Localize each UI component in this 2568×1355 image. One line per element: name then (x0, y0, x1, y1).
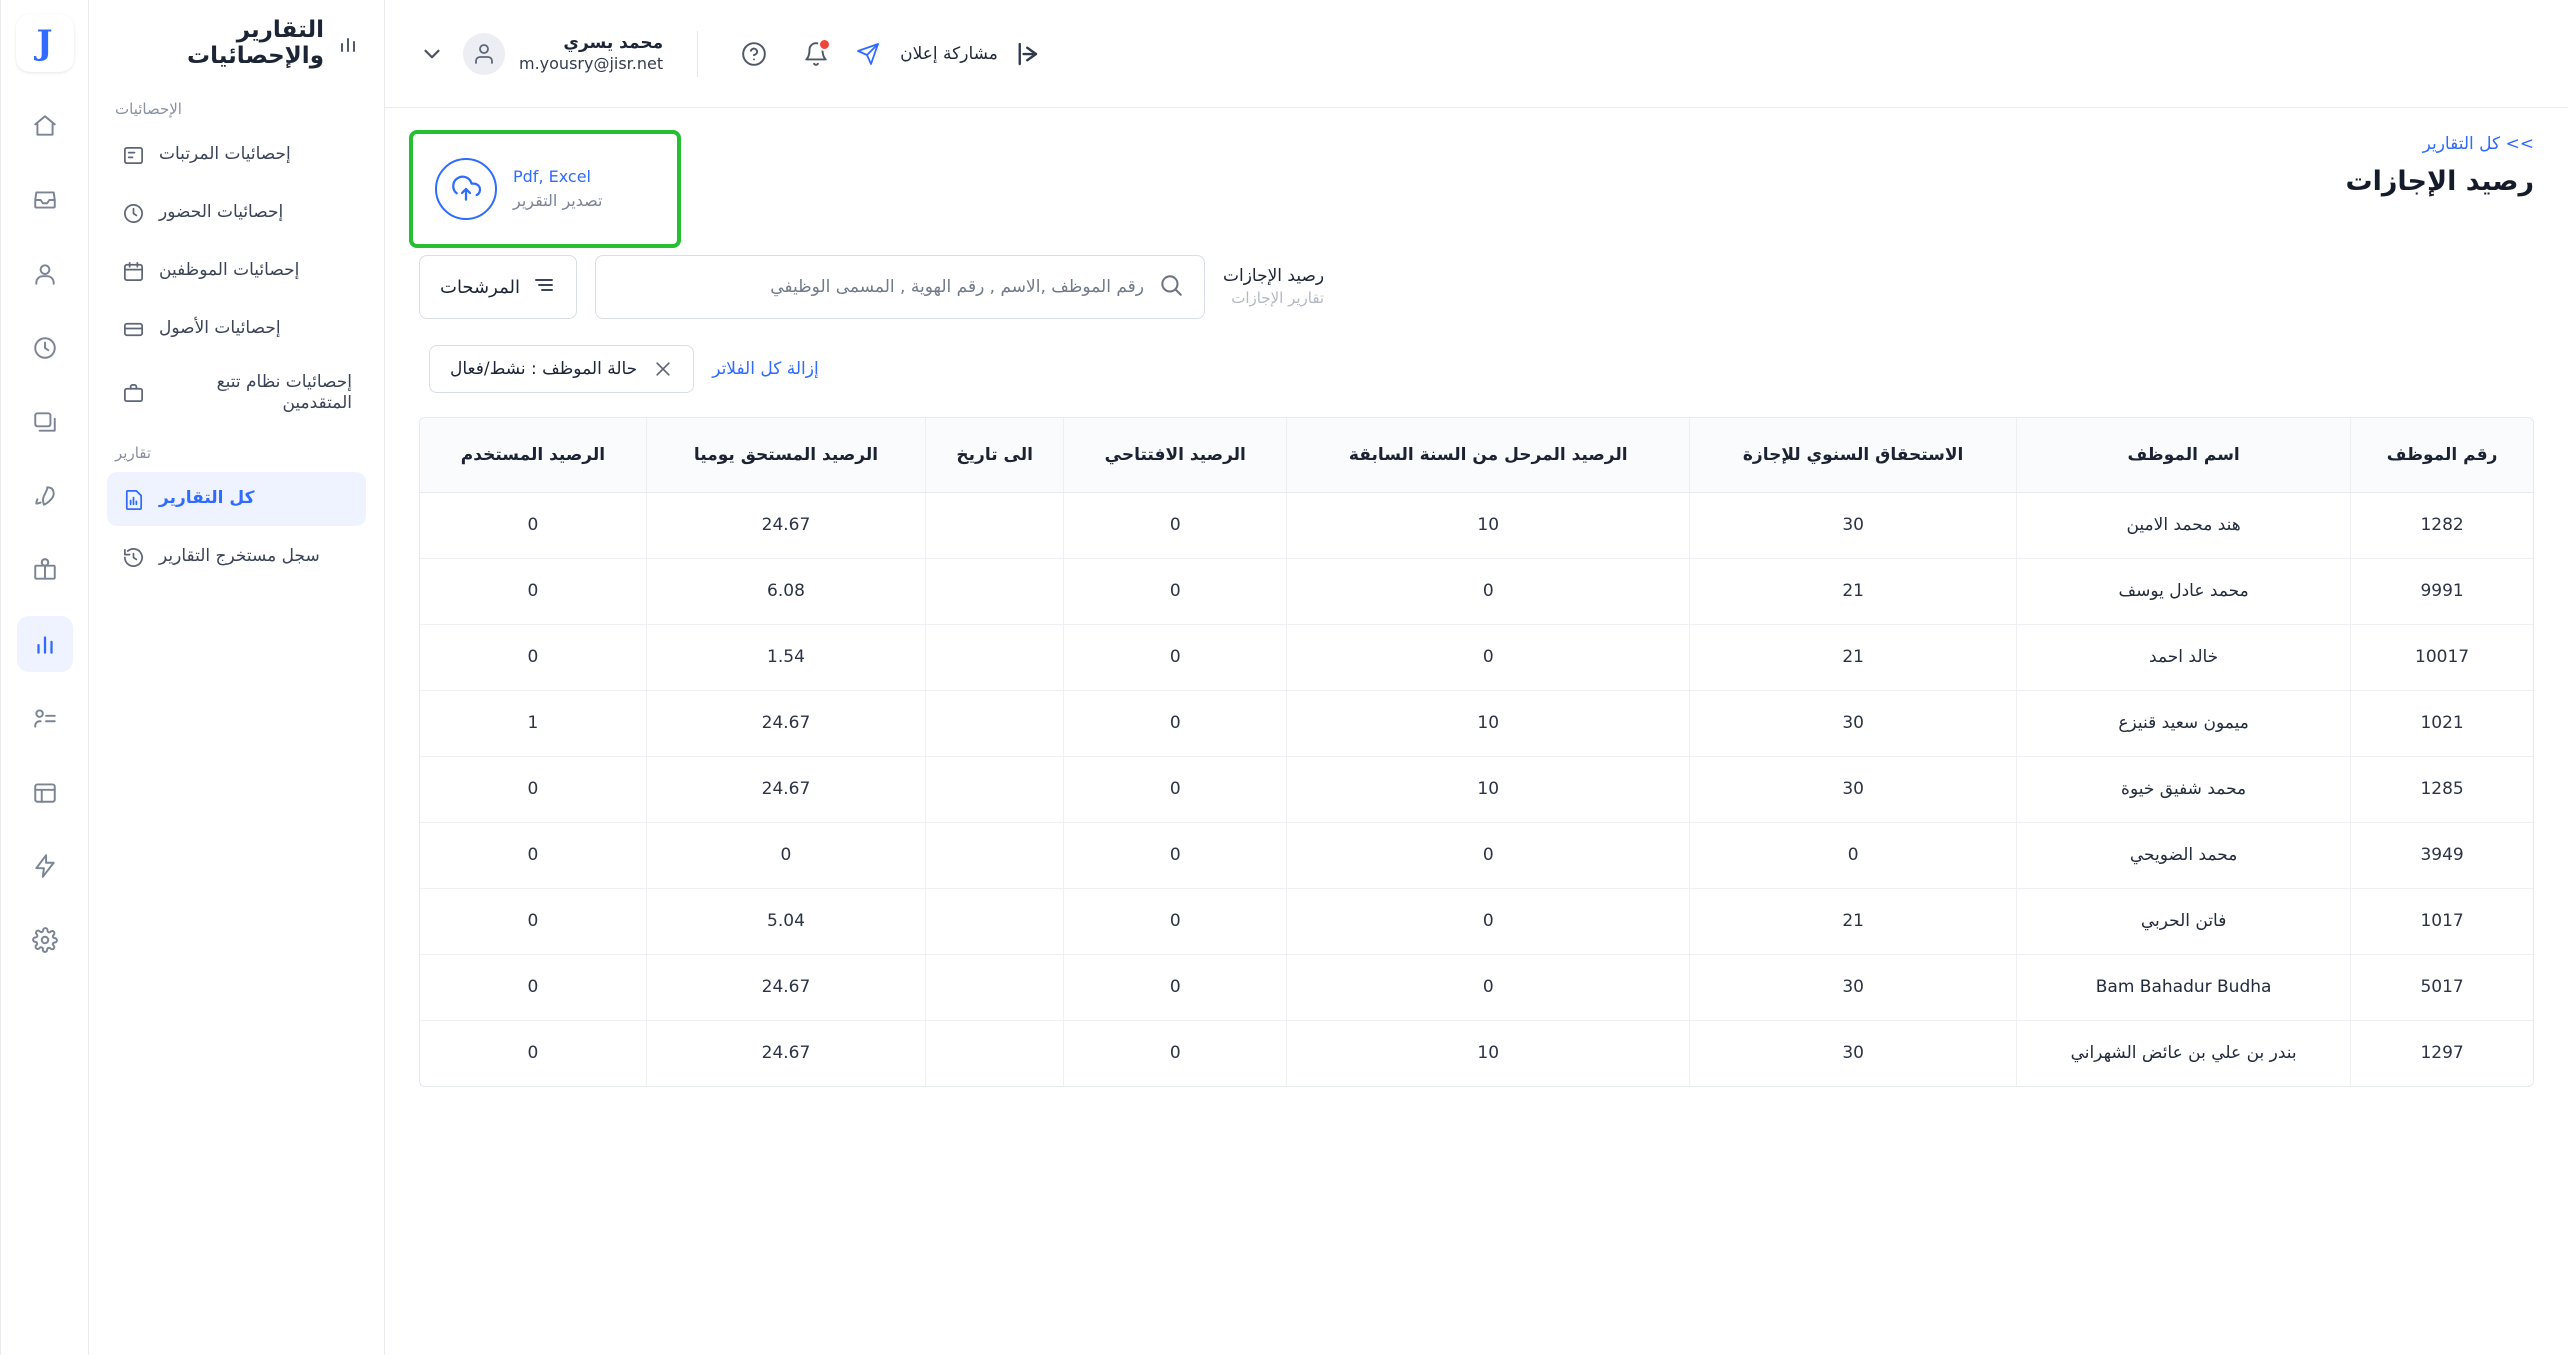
cell-annual-entitlement: 30 (1690, 690, 2017, 756)
cell-annual-entitlement: 30 (1690, 492, 2017, 558)
leave-balance-table (419, 417, 2534, 1087)
col-used-balance: الرصيد المستخدم (420, 418, 646, 492)
cell-daily-accrued: 5.04 (646, 888, 925, 954)
history-icon (121, 546, 145, 569)
col-opening-balance: الرصيد الافتتاحي (1064, 418, 1287, 492)
rail-payroll-icon[interactable] (17, 394, 73, 450)
share-announcement-button[interactable] (856, 42, 998, 66)
filter-chip-employee-status[interactable] (429, 345, 694, 393)
cell-employee-name: محمد شفيق خيوة (2017, 756, 2351, 822)
sidebar-item-all-reports[interactable] (107, 472, 366, 526)
col-annual-entitlement: الاستحقاق السنوي للإجازة (1690, 418, 2017, 492)
cell-employee-name: ميمون سعيد قنيزع (2017, 690, 2351, 756)
cell-used-balance: 0 (420, 822, 646, 888)
cell-used-balance: 1 (420, 690, 646, 756)
cell-used-balance: 0 (420, 624, 646, 690)
reports-icon (121, 488, 145, 511)
cell-carried-balance: 0 (1287, 558, 1690, 624)
bar-chart-icon (336, 31, 360, 55)
table-row[interactable] (420, 558, 2533, 624)
calendar-icon (121, 260, 145, 283)
cell-employee-number: 1285 (2351, 756, 2533, 822)
search-icon (1158, 272, 1184, 302)
sidebar-item-label: كل التقارير (159, 488, 255, 509)
table-row[interactable] (420, 1020, 2533, 1086)
active-filters-row (419, 345, 2534, 393)
sidebar-item-ats-stats[interactable] (107, 360, 366, 426)
cell-daily-accrued: 1.54 (646, 624, 925, 690)
rail-clock-icon[interactable] (17, 320, 73, 376)
export-report-card[interactable] (409, 130, 681, 248)
main-area (384, 0, 2568, 1355)
cell-employee-number: 9991 (2351, 558, 2533, 624)
cell-daily-accrued: 0 (646, 822, 925, 888)
filter-chip-label: حالة الموظف : نشط/فعال (450, 359, 638, 379)
sidebar-item-label: إحصائيات الأصول (159, 318, 281, 339)
table-row[interactable] (420, 492, 2533, 558)
table-body (420, 492, 2533, 1086)
app-logo[interactable] (16, 14, 74, 72)
salary-stats-icon (121, 144, 145, 167)
cell-opening-balance: 0 (1064, 1020, 1287, 1086)
app-icon-rail (0, 0, 88, 1355)
filters-button[interactable] (419, 255, 577, 319)
app-logo-letter: J (36, 23, 53, 63)
search-box[interactable] (595, 255, 1205, 319)
cell-employee-number: 1297 (2351, 1020, 2533, 1086)
export-card-texts (513, 165, 602, 213)
cell-employee-name: محمد الضويحي (2017, 822, 2351, 888)
briefcase-icon (121, 382, 145, 405)
upload-cloud-icon (435, 158, 497, 220)
table-row[interactable] (420, 624, 2533, 690)
sidebar-title: التقارير والإحصائيات (187, 17, 324, 69)
report-label (1223, 265, 1324, 310)
col-employee-number: رقم الموظف (2351, 418, 2533, 492)
sidebar-item-label: إحصائيات الموظفين (159, 260, 300, 281)
cell-employee-number: 3949 (2351, 822, 2533, 888)
cell-to-date (926, 690, 1064, 756)
cell-daily-accrued: 24.67 (646, 954, 925, 1020)
user-menu-chevron[interactable] (419, 41, 445, 67)
rail-gear-icon[interactable] (17, 912, 73, 968)
assets-icon (121, 318, 145, 341)
cell-employee-name: محمد عادل يوسف (2017, 558, 2351, 624)
sidebar-item-label: سجل مستخرج التقارير (159, 546, 320, 567)
cell-to-date (926, 492, 1064, 558)
sidebar-group-reports-label: تقارير (115, 444, 152, 462)
cell-to-date (926, 756, 1064, 822)
cell-daily-accrued: 24.67 (646, 690, 925, 756)
table-row[interactable] (420, 756, 2533, 822)
cell-to-date (926, 624, 1064, 690)
table-row[interactable] (420, 822, 2533, 888)
help-icon[interactable] (732, 32, 776, 76)
cell-carried-balance: 0 (1287, 624, 1690, 690)
cell-to-date (926, 822, 1064, 888)
cell-to-date (926, 954, 1064, 1020)
cell-annual-entitlement: 30 (1690, 756, 2017, 822)
cell-used-balance: 0 (420, 954, 646, 1020)
rail-org-chart-icon[interactable] (17, 690, 73, 746)
breadcrumb[interactable]: >> كل التقارير (2422, 134, 2534, 154)
cell-carried-balance: 10 (1287, 690, 1690, 756)
page-title: رصيد الإجازات (2345, 166, 2534, 197)
sidebar-item-employee-stats[interactable] (107, 244, 366, 298)
cell-used-balance: 0 (420, 888, 646, 954)
notification-badge (818, 38, 831, 51)
user-email: m.yousry@jisr.net (519, 54, 664, 74)
close-icon[interactable] (653, 359, 673, 379)
cell-employee-name: بندر بن علي بن عائض الشهراني (2017, 1020, 2351, 1086)
clock-icon (121, 202, 145, 225)
cell-employee-number: 10017 (2351, 624, 2533, 690)
export-formats: Pdf, Excel (513, 167, 591, 186)
cell-daily-accrued: 24.67 (646, 756, 925, 822)
filters-button-label: المرشحات (440, 276, 520, 298)
cell-carried-balance: 0 (1287, 954, 1690, 1020)
cell-employee-name: فاتن الحربي (2017, 888, 2351, 954)
cell-opening-balance: 0 (1064, 756, 1287, 822)
rail-inbox-icon[interactable] (17, 172, 73, 228)
report-label-main: رصيد الإجازات (1222, 265, 1325, 286)
col-employee-name: اسم الموظف (2017, 418, 2351, 492)
cell-employee-name: خالد احمد (2017, 624, 2351, 690)
cell-opening-balance: 0 (1064, 558, 1287, 624)
cell-opening-balance: 0 (1064, 954, 1287, 1020)
cell-employee-number: 1021 (2351, 690, 2533, 756)
cell-opening-balance: 0 (1064, 888, 1287, 954)
content-area (385, 108, 2568, 1355)
cell-to-date (926, 888, 1064, 954)
cell-opening-balance: 0 (1064, 690, 1287, 756)
sidebar-item-label: إحصائيات نظام تتبع المتقدمين (216, 371, 352, 413)
cell-carried-balance: 0 (1287, 888, 1690, 954)
col-carried-balance: الرصيد المرحل من السنة السابقة (1287, 418, 1690, 492)
table-header-row (420, 418, 2533, 492)
table-row[interactable] (420, 954, 2533, 1020)
share-label-text: مشاركة إعلان (900, 43, 998, 64)
cell-annual-entitlement: 21 (1690, 888, 2017, 954)
rail-gift-icon[interactable] (17, 542, 73, 598)
col-to-date: الى تاريخ (926, 418, 1064, 492)
cell-daily-accrued: 24.67 (646, 1020, 925, 1086)
cell-employee-number: 1282 (2351, 492, 2533, 558)
cell-opening-balance: 0 (1064, 822, 1287, 888)
cell-employee-name: Bam Bahadur Budha (2017, 954, 2351, 1020)
rail-home-icon[interactable] (17, 98, 73, 154)
sidebar-item-label: إحصائيات المرتبات (159, 144, 291, 165)
sidebar-item-report-export-log[interactable] (107, 530, 366, 584)
col-daily-accrued: الرصيد المستحق يوميا (646, 418, 925, 492)
sidebar-item-salary-stats[interactable] (107, 128, 366, 182)
rail-calendar-grid-icon[interactable] (17, 764, 73, 820)
rail-person-icon[interactable] (17, 246, 73, 302)
rail-rocket-icon[interactable] (17, 468, 73, 524)
cell-used-balance: 0 (420, 492, 646, 558)
sidebar-item-assets-stats[interactable] (107, 302, 366, 356)
filter-icon (532, 273, 556, 302)
top-bar (385, 0, 2568, 108)
avatar (463, 33, 505, 75)
cell-used-balance: 0 (527, 1043, 539, 1064)
table-row[interactable] (420, 690, 2533, 756)
cell-annual-entitlement: 30 (1690, 954, 2017, 1020)
user-block[interactable] (463, 33, 663, 75)
cell-used-balance: 0 (420, 756, 646, 822)
cell-opening-balance: 0 (1064, 492, 1287, 558)
sidebar-header (107, 0, 366, 86)
cell-employee-number: 1017 (2351, 888, 2533, 954)
sidebar-item-label: إحصائيات الحضور (159, 202, 284, 223)
collapse-panel-icon[interactable] (1016, 39, 1046, 69)
user-name: محمد يسري (563, 32, 664, 53)
cell-carried-balance: 10 (1287, 1020, 1690, 1086)
cell-daily-accrued: 24.67 (646, 492, 925, 558)
search-input[interactable] (616, 277, 1144, 297)
rail-bolt-icon[interactable] (17, 838, 73, 894)
cell-annual-entitlement: 21 (1690, 558, 2017, 624)
cell-carried-balance: 0 (1287, 822, 1690, 888)
reports-sidebar (88, 0, 384, 1355)
export-title: تصدير التقرير (513, 191, 603, 210)
divider (697, 31, 698, 77)
rail-chart-icon[interactable] (17, 616, 73, 672)
table-row[interactable] (420, 888, 2533, 954)
cell-annual-entitlement: 0 (1690, 822, 2017, 888)
clear-all-filters-link[interactable]: إزالة كل الفلاتر (712, 359, 819, 379)
cell-carried-balance: 10 (1287, 492, 1690, 558)
sidebar-group-statistics-label: الإحصائيات (115, 100, 182, 118)
sidebar-item-attendance-stats[interactable] (107, 186, 366, 240)
cell-to-date (926, 1020, 1064, 1086)
notifications-bell-icon[interactable] (794, 32, 838, 76)
report-label-sub: تقارير الإجازات (1231, 289, 1325, 308)
cell-annual-entitlement: 21 (1690, 624, 2017, 690)
cell-to-date (926, 558, 1064, 624)
cell-carried-balance: 10 (1287, 756, 1690, 822)
cell-opening-balance: 0 (1064, 624, 1287, 690)
search-row (419, 255, 2534, 319)
cell-annual-entitlement: 30 (1690, 1020, 2017, 1086)
user-text (519, 33, 663, 74)
cell-daily-accrued: 6.08 (646, 558, 925, 624)
cell-employee-name: هند محمد الامين (2017, 492, 2351, 558)
cell-employee-number: 5017 (2351, 954, 2533, 1020)
cell-used-balance: 0 (420, 558, 646, 624)
